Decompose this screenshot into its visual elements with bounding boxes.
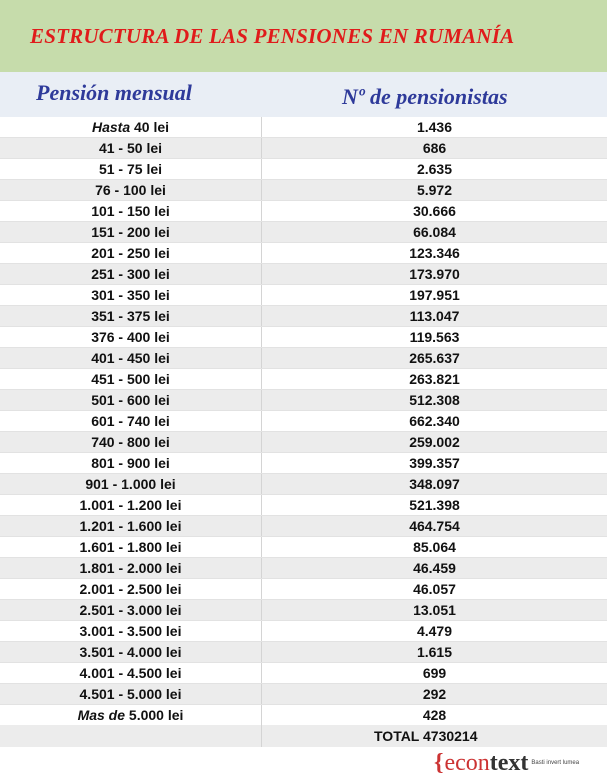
- pensioner-count-cell: 2.635: [416, 161, 453, 177]
- table-row: [0, 453, 607, 474]
- table-row: [0, 348, 607, 369]
- pension-range-cell: [0, 579, 262, 600]
- pensioner-count-cell: 263.821: [409, 371, 460, 387]
- page-title: ESTRUCTURA DE LAS PENSIONES EN RUMANÍA: [30, 24, 515, 48]
- range-label: 376 - 400 lei: [91, 329, 170, 345]
- table-row: [0, 390, 607, 411]
- logo-brace: {: [434, 749, 444, 776]
- table-row: [0, 138, 607, 159]
- column-header-pension: Pensión mensual: [36, 80, 192, 105]
- pensioner-count-cell: 399.357: [409, 455, 460, 471]
- pension-range-cell: [0, 663, 262, 684]
- range-prefix: Mas de: [77, 707, 129, 723]
- pension-range-cell: [0, 495, 262, 516]
- table-row: [0, 327, 607, 348]
- range-label: 3.001 - 3.500 lei: [79, 623, 182, 639]
- pensioner-count-cell: 699: [422, 665, 447, 681]
- table-row: [0, 432, 607, 453]
- pension-range-cell: [0, 327, 262, 348]
- pensioner-count-cell: 13.051: [413, 602, 456, 618]
- pensioner-count-cell: 46.057: [413, 581, 456, 597]
- pension-range-cell: [0, 222, 262, 243]
- logo-tagline: Basti invert lumea: [531, 760, 580, 766]
- table-row: [0, 558, 607, 579]
- pension-range-cell: [0, 159, 262, 180]
- table-row: [0, 117, 607, 138]
- pension-range-cell: [0, 411, 262, 432]
- range-label: 3.501 - 4.000 lei: [79, 644, 182, 660]
- pension-range-cell: [0, 264, 262, 285]
- range-label: 151 - 200 lei: [91, 224, 170, 240]
- pension-range-cell: [0, 285, 262, 306]
- range-label: 351 - 375 lei: [91, 308, 170, 324]
- pensioner-count-cell: 197.951: [409, 287, 460, 303]
- table-row: [0, 159, 607, 180]
- table-row: [0, 222, 607, 243]
- pensioner-count-cell: 259.002: [409, 434, 460, 450]
- range-label: 1.001 - 1.200 lei: [79, 497, 182, 513]
- table-row: [0, 306, 607, 327]
- pensioner-count-cell: 66.084: [413, 224, 456, 240]
- table-row: [0, 264, 607, 285]
- logo-text: text: [489, 749, 529, 776]
- range-label: 2.501 - 3.000 lei: [79, 602, 182, 618]
- pension-range-cell: [0, 390, 262, 411]
- pensioner-count-cell: 1.436: [416, 119, 453, 135]
- pensioner-count-cell: 521.398: [409, 497, 460, 513]
- range-label: 2.001 - 2.500 lei: [79, 581, 182, 597]
- range-label: 1.201 - 1.600 lei: [79, 518, 182, 534]
- pension-range-cell: [0, 621, 262, 642]
- range-label: 51 - 75 lei: [98, 161, 163, 177]
- pension-range-cell: [0, 348, 262, 369]
- pensioner-count-cell: 512.308: [409, 392, 460, 408]
- range-label: 4.001 - 4.500 lei: [79, 665, 182, 681]
- range-label: 101 - 150 lei: [91, 203, 170, 219]
- table-row: [0, 201, 607, 222]
- pensioner-count-cell: 85.064: [413, 539, 456, 555]
- pensioner-count-cell: 173.970: [409, 266, 460, 282]
- table-row: [0, 537, 607, 558]
- table-row: [0, 411, 607, 432]
- column-header-count: Nº de pensionistas: [342, 84, 508, 109]
- range-label: 301 - 350 lei: [91, 287, 170, 303]
- pension-range-cell: [0, 642, 262, 663]
- range-label: 76 - 100 lei: [95, 182, 166, 198]
- pension-range-cell: [0, 474, 262, 495]
- pensioner-count-cell: 119.563: [409, 329, 460, 345]
- pensioner-count-cell: 113.047: [409, 308, 460, 324]
- range-label: 401 - 450 lei: [91, 350, 170, 366]
- range-label: 451 - 500 lei: [91, 371, 170, 387]
- pension-range-cell: [0, 600, 262, 621]
- pension-range-cell: [0, 432, 262, 453]
- table-row: [0, 516, 607, 537]
- range-label: 41 - 50 lei: [98, 140, 163, 156]
- pensioner-count-cell: 30.666: [413, 203, 456, 219]
- table-row: [0, 495, 607, 516]
- pensioner-count-cell: 46.459: [413, 560, 456, 576]
- total-row: [0, 725, 607, 747]
- table-row: [0, 285, 607, 306]
- table-row: [0, 474, 607, 495]
- pensioner-count-cell: 464.754: [409, 518, 460, 534]
- range-label: 601 - 740 lei: [91, 413, 170, 429]
- pensioner-count-cell: 348.097: [409, 476, 460, 492]
- range-label: 1.801 - 2.000 lei: [79, 560, 182, 576]
- pension-range-cell: [0, 705, 262, 726]
- pension-range-cell: [0, 306, 262, 327]
- range-prefix: Hasta: [91, 119, 134, 135]
- range-label: 5.000 lei: [128, 707, 184, 723]
- pensioner-count-cell: 4.479: [416, 623, 453, 639]
- pension-range-cell: [0, 138, 262, 159]
- table-row: [0, 180, 607, 201]
- pensioner-count-cell: 292: [422, 686, 447, 702]
- range-label: 740 - 800 lei: [91, 434, 170, 450]
- range-label: 40 lei: [134, 119, 170, 135]
- pensioner-count-cell: 686: [422, 140, 447, 156]
- table-row: [0, 642, 607, 663]
- logo-econ: econ: [444, 749, 490, 776]
- table-row: [0, 579, 607, 600]
- total-value: TOTAL 4730214: [374, 728, 478, 744]
- range-label: 801 - 900 lei: [91, 455, 170, 471]
- pensioner-count-cell: 123.346: [409, 245, 460, 261]
- range-label: 501 - 600 lei: [91, 392, 170, 408]
- pension-range-cell: [0, 537, 262, 558]
- pension-range-cell: [0, 369, 262, 390]
- range-label: 4.501 - 5.000 lei: [79, 686, 182, 702]
- table-row: [0, 705, 607, 726]
- pension-range-cell: [0, 558, 262, 579]
- pension-range-cell: [0, 453, 262, 474]
- range-label: 251 - 300 lei: [91, 266, 170, 282]
- range-label: 901 - 1.000 lei: [85, 476, 176, 492]
- title-bar: [0, 0, 607, 72]
- total-row-left-cell: [0, 725, 262, 747]
- table-row: [0, 663, 607, 684]
- table-row: [0, 243, 607, 264]
- pensioner-count-cell: 428: [422, 707, 447, 723]
- econtext-logo: [434, 749, 579, 777]
- range-label: 1.601 - 1.800 lei: [79, 539, 182, 555]
- pension-range-cell: [0, 117, 262, 138]
- pension-range-cell: [0, 180, 262, 201]
- pension-range-cell: [0, 516, 262, 537]
- pensioner-count-cell: 265.637: [409, 350, 460, 366]
- table-row: [0, 621, 607, 642]
- table-row: [0, 684, 607, 705]
- range-label: 201 - 250 lei: [91, 245, 170, 261]
- pension-range-cell: [0, 684, 262, 705]
- pensioner-count-cell: 1.615: [416, 644, 453, 660]
- pension-range-cell: [0, 243, 262, 264]
- table-row: [0, 369, 607, 390]
- table-row: [0, 600, 607, 621]
- pensioner-count-cell: 5.972: [416, 182, 453, 198]
- pensioner-count-cell: 662.340: [409, 413, 460, 429]
- pension-range-cell: [0, 201, 262, 222]
